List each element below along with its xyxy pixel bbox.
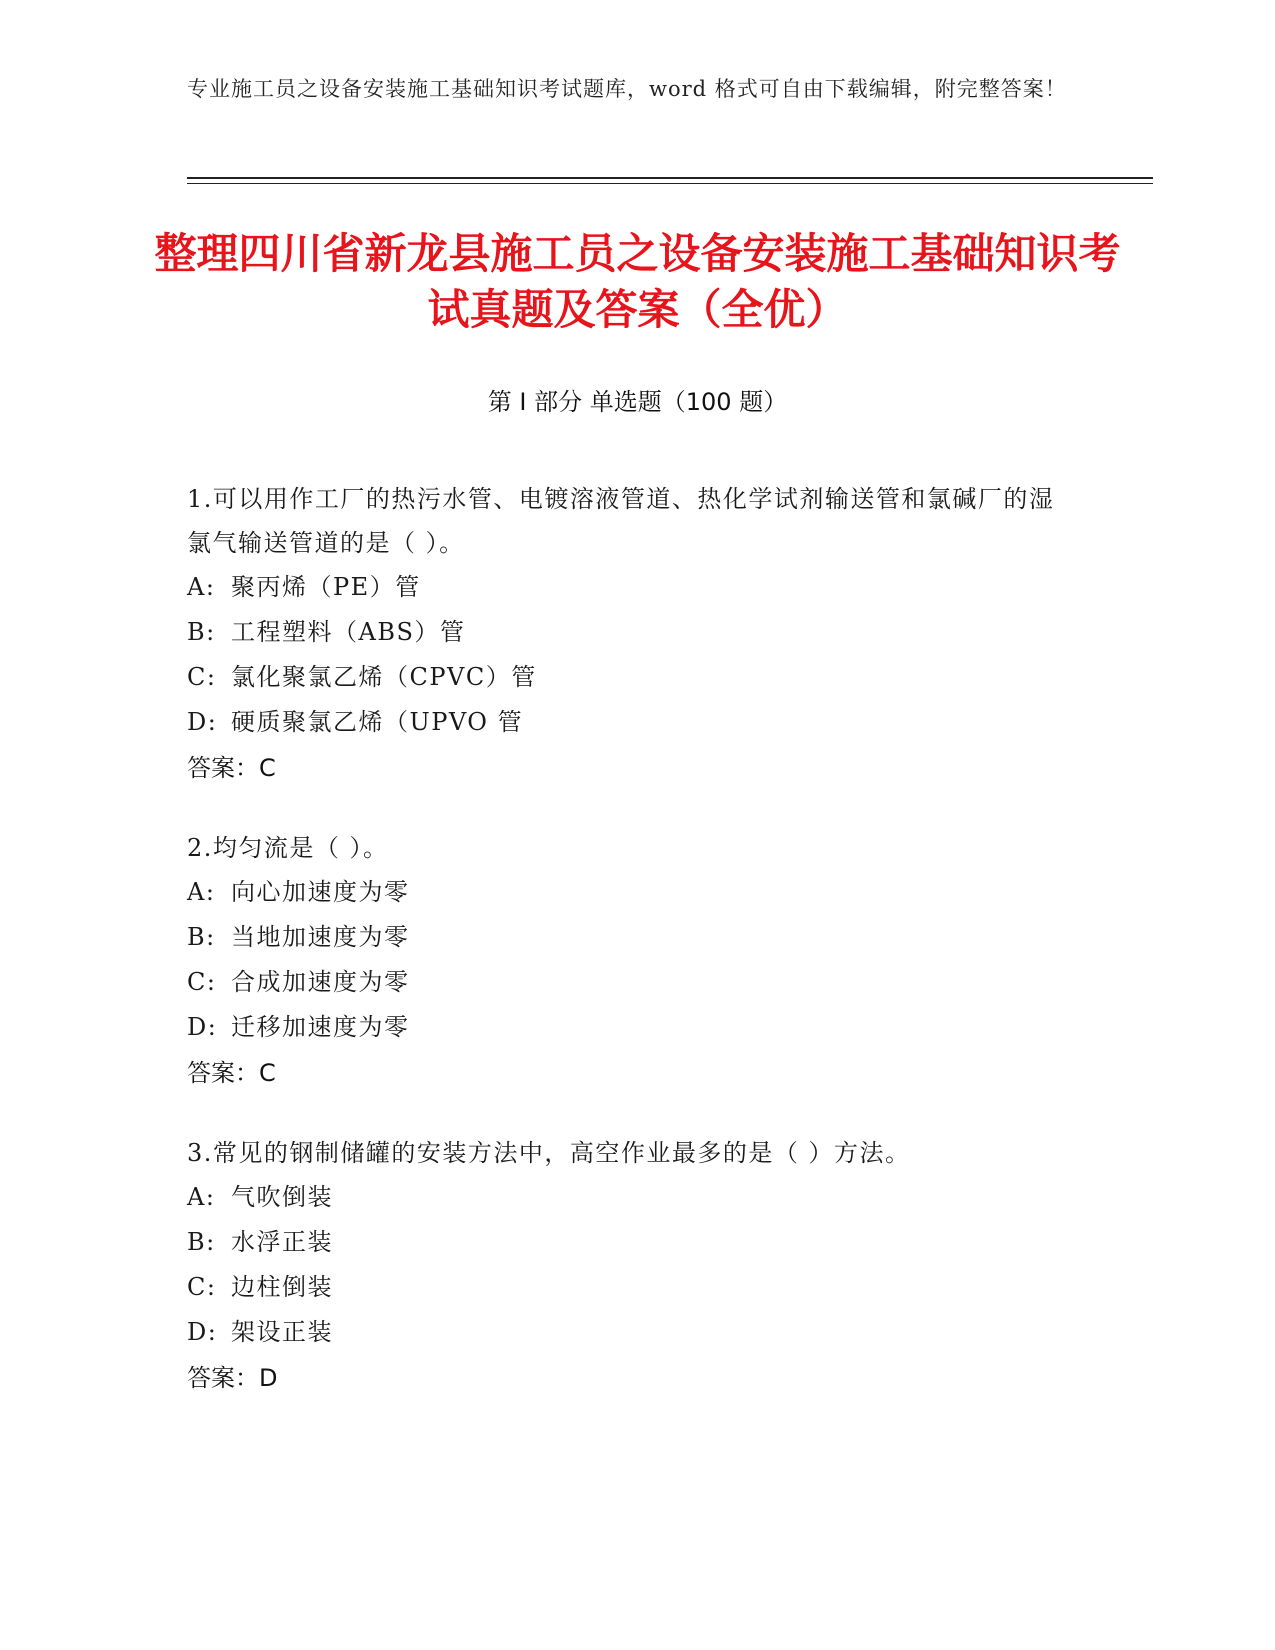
option-letter: A: bbox=[187, 1183, 216, 1211]
option-text: 气吹倒装 bbox=[231, 1183, 333, 1211]
question-option bbox=[187, 960, 1067, 1005]
answer-label: 答案： bbox=[187, 754, 259, 782]
option-text: 氯化聚氯乙烯（CPVC）管 bbox=[231, 663, 537, 691]
option-letter: B: bbox=[187, 923, 216, 951]
question-item bbox=[187, 477, 1067, 791]
document-title: 整理四川省新龙县施工员之设备安装施工基础知识考试真题及答案（全优） bbox=[154, 229, 1121, 334]
question-stem: 2.均匀流是（ ）。 bbox=[187, 834, 389, 862]
question-stem: 3.常见的钢制储罐的安装方法中，高空作业最多的是（ ）方法。 bbox=[187, 1139, 911, 1167]
option-letter: C: bbox=[187, 663, 217, 691]
option-text: 架设正装 bbox=[231, 1318, 333, 1346]
question-option bbox=[187, 565, 1067, 610]
question-option bbox=[187, 1310, 1067, 1355]
question-option bbox=[187, 655, 1067, 700]
answer-value: C bbox=[259, 1059, 276, 1087]
section-heading: 第 I 部分 单选题（100 题） bbox=[487, 388, 788, 416]
option-letter: D: bbox=[187, 708, 218, 736]
option-letter: B: bbox=[187, 618, 216, 646]
answer-value: D bbox=[259, 1364, 278, 1392]
answer-label: 答案： bbox=[187, 1059, 259, 1087]
option-letter: A: bbox=[187, 573, 216, 601]
header-divider-thick bbox=[187, 177, 1153, 179]
header-divider-thin bbox=[187, 183, 1153, 184]
question-stem: 1.可以用作工厂的热污水管、电镀溶液管道、热化学试剂输送管和氯碱厂的湿氯气输送管道的是（ ）。 bbox=[187, 485, 1055, 557]
question-item bbox=[187, 1131, 1067, 1401]
option-letter: D: bbox=[187, 1013, 218, 1041]
option-text: 迁移加速度为零 bbox=[231, 1013, 410, 1041]
option-letter: A: bbox=[187, 878, 216, 906]
option-letter: C: bbox=[187, 1273, 217, 1301]
option-text: 硬质聚氯乙烯（UPVO 管 bbox=[231, 708, 524, 736]
question-option bbox=[187, 1265, 1067, 1310]
question-option bbox=[187, 610, 1067, 655]
option-letter: C: bbox=[187, 968, 217, 996]
option-text: 工程塑料（ABS）管 bbox=[231, 618, 466, 646]
option-letter: B: bbox=[187, 1228, 216, 1256]
answer-label: 答案： bbox=[187, 1364, 259, 1392]
option-text: 向心加速度为零 bbox=[231, 878, 410, 906]
question-option bbox=[187, 700, 1067, 745]
question-option bbox=[187, 1005, 1067, 1050]
question-option bbox=[187, 870, 1067, 915]
option-text: 聚丙烯（PE）管 bbox=[231, 573, 421, 601]
option-text: 合成加速度为零 bbox=[231, 968, 410, 996]
question-option bbox=[187, 1220, 1067, 1265]
question-option bbox=[187, 915, 1067, 960]
question-list bbox=[187, 477, 1067, 1436]
option-letter: D: bbox=[187, 1318, 218, 1346]
answer-line bbox=[187, 745, 1067, 791]
answer-value: C bbox=[259, 754, 276, 782]
option-text: 当地加速度为零 bbox=[231, 923, 410, 951]
header-note: 专业施工员之设备安装施工基础知识考试题库，word 格式可自由下载编辑，附完整答案！ bbox=[187, 77, 1067, 101]
question-option bbox=[187, 1175, 1067, 1220]
question-item bbox=[187, 826, 1067, 1096]
answer-line bbox=[187, 1050, 1067, 1096]
option-text: 边柱倒装 bbox=[231, 1273, 333, 1301]
option-text: 水浮正装 bbox=[231, 1228, 333, 1256]
answer-line bbox=[187, 1355, 1067, 1401]
